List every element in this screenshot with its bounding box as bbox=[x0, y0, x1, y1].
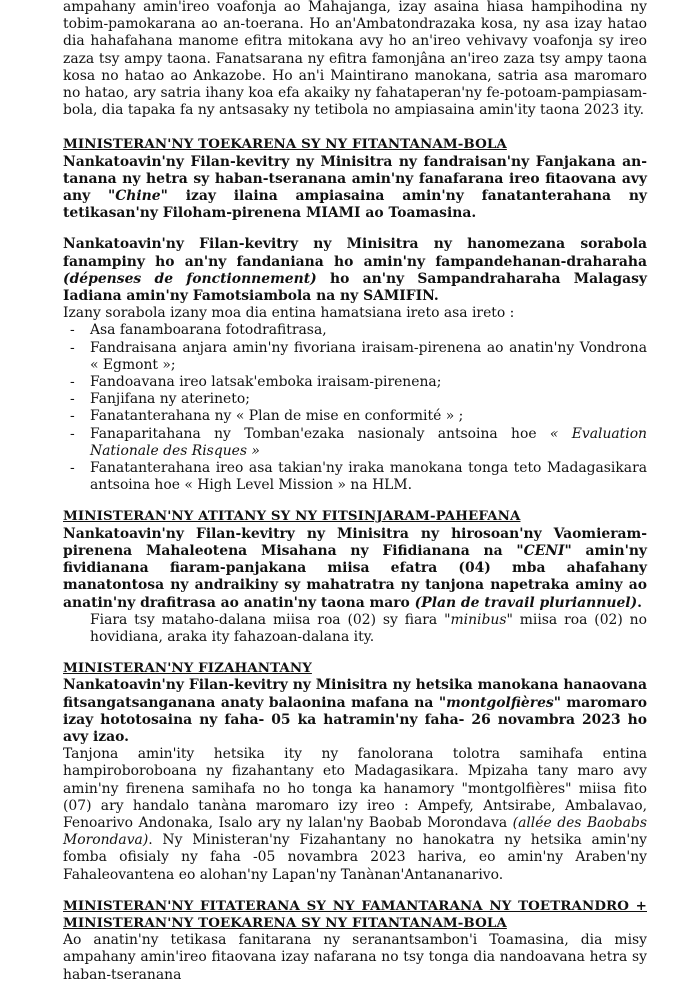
economy-decision-paragraph-1: Nankatoavin'ny Filan-kevitry ny Minisitra ny fandraisan'ny Fanjakana an-tanana ny hetra sy haban-tseranana amin'ny fanafarana ireo fitaovana avy any "Chine" izay ilaina ampiasaina amin'ny fanatanterahana ny tetikasan'ny Filoham-pirenena MIAMI ao Toamasina. bbox=[63, 153, 647, 222]
funding-list bbox=[63, 322, 647, 494]
spacer bbox=[63, 119, 647, 136]
transport-paragraph: Ao anatin'ny tetikasa fanitarana ny seranantsambon'i Toamasina, dia misy ampahany amin'ireo fitaovana izay nafarana no tsy tonga dia nandoavana hetra sy haban-tseranana bbox=[63, 932, 647, 983]
section-heading-interior: MINISTERAN'NY ATITANY SY NY FITSINJARAM-PAHEFANA bbox=[63, 508, 521, 525]
list-item: - Fanjifana ny aterineto; bbox=[63, 391, 647, 408]
spacer bbox=[63, 494, 647, 508]
list-item: - Fandoavana ireo latsak'emboka iraisam-pirenena; bbox=[63, 374, 647, 391]
section-heading-transport-line2: MINISTERAN'NY TOEKARENA SY NY FITANTANAM-BOLA bbox=[63, 914, 507, 931]
interior-note-paragraph: Fiara tsy mataho-dalana miisa roa (02) sy fiara "minibus" miisa roa (02) no hovidiana, araka ity fahazoan-dalana ity. bbox=[90, 611, 647, 645]
list-item: - Asa fanamboarana fotodrafitrasa, bbox=[63, 322, 647, 339]
document-page bbox=[63, 0, 647, 984]
section-heading-transport-line1: MINISTERAN'NY FITATERANA SY NY FAMANTARANA NY TOETRANDRO + bbox=[63, 897, 647, 914]
tourism-decision-paragraph: Nankatoavin'ny Filan-kevitry ny Minisitra ny hetsika manokana hanaovana fitsangatsanganana anaty balaonina mafana na "montgolfières" maromaro izay hototosaina ny faha- 05 ka hatramin'ny faha- 26 novambra 2023 ho avy izao. bbox=[63, 677, 647, 745]
list-item: - Fanaparitahana ny Tomban'ezaka nasionaly antsoina hoe « Evaluation Nationale des Risques » bbox=[63, 426, 647, 460]
economy-decision-paragraph-2: Nankatoavin'ny Filan-kevitry ny Minisitra ny hanomezana sorabola fanampiny ho an'ny fandaniana ho amin'ny fampandehanan-draharaha (dépenses de fonctionnement) ho an'ny Sampandraharaha Malagasy Iadiana amin'ny Famotsiambola na ny SAMIFIN. bbox=[63, 236, 647, 305]
spacer bbox=[63, 884, 647, 898]
list-item: - Fanatanterahana ireo asa takian'ny iraka manokana tonga teto Madagasikara antsoina hoe « High Level Mission » na HLM. bbox=[63, 460, 647, 494]
spacer bbox=[63, 646, 647, 660]
section-heading-tourism: MINISTERAN'NY FIZAHANTANY bbox=[63, 660, 312, 677]
interior-decision-paragraph: Nankatoavin'ny Filan-kevitry ny Minisitra ny hirosoan'ny Vaomieram-pirenena Mahaleotena Misahana ny Fifidianana na "CENI" amin'ny fividianana fiaram-panjakana miisa efatra (04) mba ahafahany manatontosa ny andraikiny sy mahatratra ny tanjona napetraka aminy ao anatin'ny drafitrasa ao anatin'ny taona maro (Plan de travail pluriannuel). bbox=[63, 525, 647, 611]
section-heading-economy: MINISTERAN'NY TOEKARENA SY NY FITANTANAM-BOLA bbox=[63, 136, 507, 153]
spacer bbox=[63, 222, 647, 236]
list-item: - Fanatanterahana ny « Plan de mise en conformité » ; bbox=[63, 408, 647, 425]
intro-paragraph: ampahany amin'ireo voafonja ao Mahajanga, izay asaina hiasa hampihodina ny tobim-pamokarana ao an-toerana. Ho an'Ambatondrazaka kosa, ny asa izay hatao dia hahafahana manome efitra mitokana avy ho an'ireo vehivavy voafonja sy ireo zaza tsy ampy taona. Fanatsarana ny efitra famonjâna an'ireo zaza tsy ampy taona kosa no hatao ao Ankazobe. Ho an'i Maintirano manokana, satria asa maromaro no hatao, ary satria ihany koa efa akaiky ny fahataperan'ny fe-potoam-pampiasam-bola, dia tapaka fa ny antsasaky ny tetibola no ampiasaina amin'ity taona 2023 ity. bbox=[63, 0, 647, 119]
tourism-body-paragraph: Tanjona amin'ity hetsika ity ny fanolorana tolotra samihafa entina hampiroboroboana ny fizahantany eto Madagasikara. Mpizaha tany maro avy amin'ny firenena samihafa no ho tonga ka hanamory "montgolfières" miisa fito (07) ary handalo tanàna maromaro izy ireo : Ampefy, Antsirabe, Ambalavao, Fenoarivo Andonaka, Isalo ary ny lalan'ny Baobab Morondava (allée des Baobabs Morondava). Ny Ministeran'ny Fizahantany no hanokatra ny hetsika amin'ny fomba ofisialy ny faha -05 novambra 2023 hariva, eo amin'ny Araben'ny Fahaleovantena eo alohan'ny Lapan'ny Tanànan'Antananarivo. bbox=[63, 746, 647, 883]
list-intro: Izany sorabola izany moa dia entina hamatsiana ireto asa ireto : bbox=[63, 305, 515, 322]
list-item: - Fandraisana anjara amin'ny fivoriana iraisam-pirenena ao anatin'ny Vondrona « Egmont »; bbox=[63, 340, 647, 374]
